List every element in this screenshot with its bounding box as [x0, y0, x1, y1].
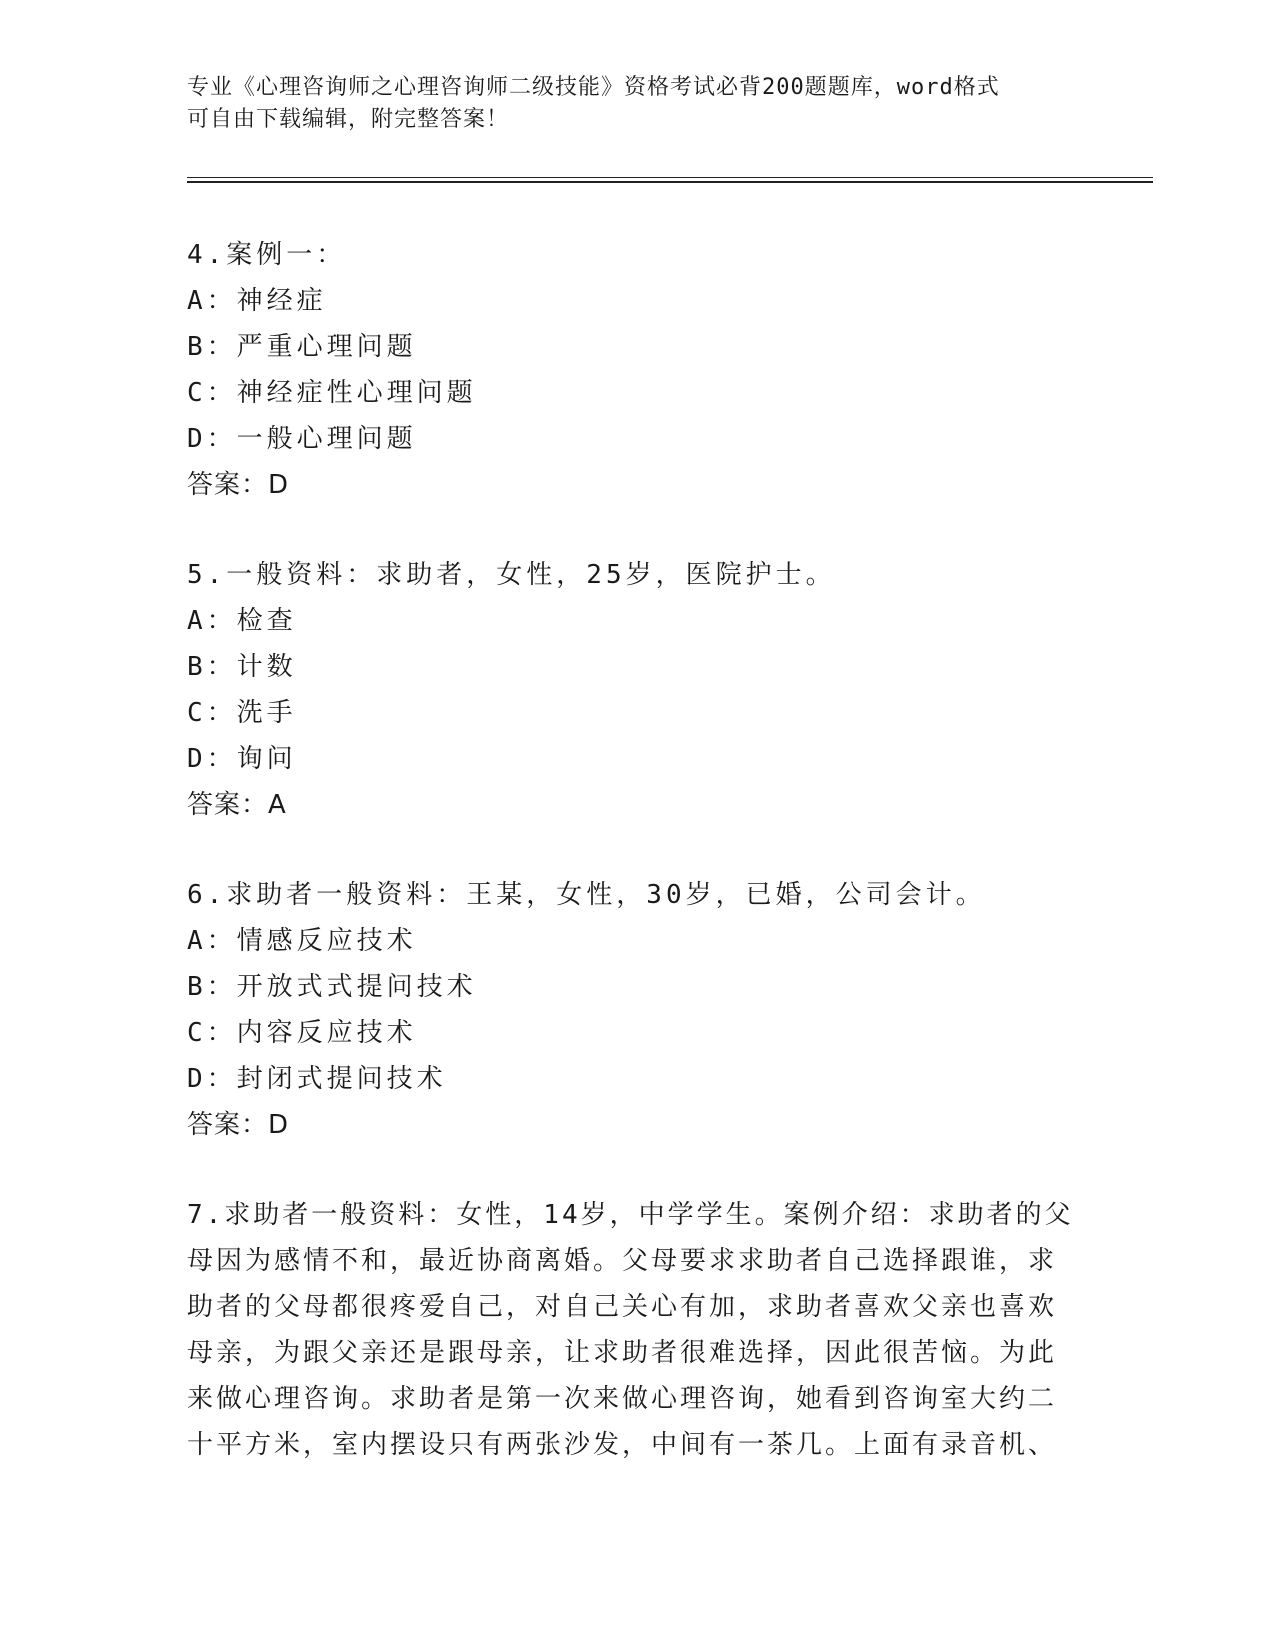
paragraph-line: 十平方米，室内摆设只有两张沙发，中间有一茶几。上面有录音机、 [187, 1430, 1058, 1460]
option-a: A：神经症 [187, 286, 327, 316]
paragraph-line: 7.求助者一般资料：女性，14岁，中学学生。案例介绍：求助者的父 [187, 1200, 1074, 1230]
question-6 [187, 872, 1067, 1148]
question-4 [187, 232, 1067, 508]
paragraph-line: 母亲，为跟父亲还是跟母亲，让求助者很难选择，因此很苦恼。为此 [187, 1338, 1058, 1368]
option-a: A：情感反应技术 [187, 926, 417, 956]
option-d: D：封闭式提问技术 [187, 1064, 447, 1094]
option-d: D：询问 [187, 744, 297, 774]
paragraph-line: 助者的父母都很疼爱自己，对自己关心有加，求助者喜欢父亲也喜欢 [187, 1292, 1058, 1322]
option-c: C：洗手 [187, 698, 297, 728]
question-stem: 4.案例一： [187, 240, 347, 270]
header-line-1: 专业《心理咨询师之心理咨询师二级技能》资格考试必背200题题库，word格式 [187, 75, 1000, 100]
answer: 答案：D [187, 1110, 290, 1140]
document-header [187, 72, 1067, 136]
header-line-2: 可自由下载编辑，附完整答案！ [187, 107, 510, 132]
question-paragraph [187, 1192, 1074, 1468]
answer: 答案：D [187, 470, 290, 500]
header-divider-thick [187, 181, 1153, 183]
question-5 [187, 552, 1067, 828]
option-b: B：开放式式提问技术 [187, 972, 477, 1002]
header-divider-thin [187, 177, 1153, 178]
option-a: A：检查 [187, 606, 297, 636]
option-c: C：神经症性心理问题 [187, 378, 477, 408]
question-stem: 5.一般资料：求助者，女性，25岁，医院护士。 [187, 560, 836, 590]
option-b: B：严重心理问题 [187, 332, 417, 362]
paragraph-line: 母因为感情不和，最近协商离婚。父母要求求助者自己选择跟谁，求 [187, 1246, 1058, 1276]
question-stem: 6.求助者一般资料：王某，女性，30岁，已婚，公司会计。 [187, 880, 986, 910]
option-c: C：内容反应技术 [187, 1018, 417, 1048]
option-b: B：计数 [187, 652, 297, 682]
answer: 答案：A [187, 790, 287, 820]
option-d: D：一般心理问题 [187, 424, 417, 454]
question-7 [187, 1192, 1074, 1468]
paragraph-line: 来做心理咨询。求助者是第一次来做心理咨询，她看到咨询室大约二 [187, 1384, 1058, 1414]
